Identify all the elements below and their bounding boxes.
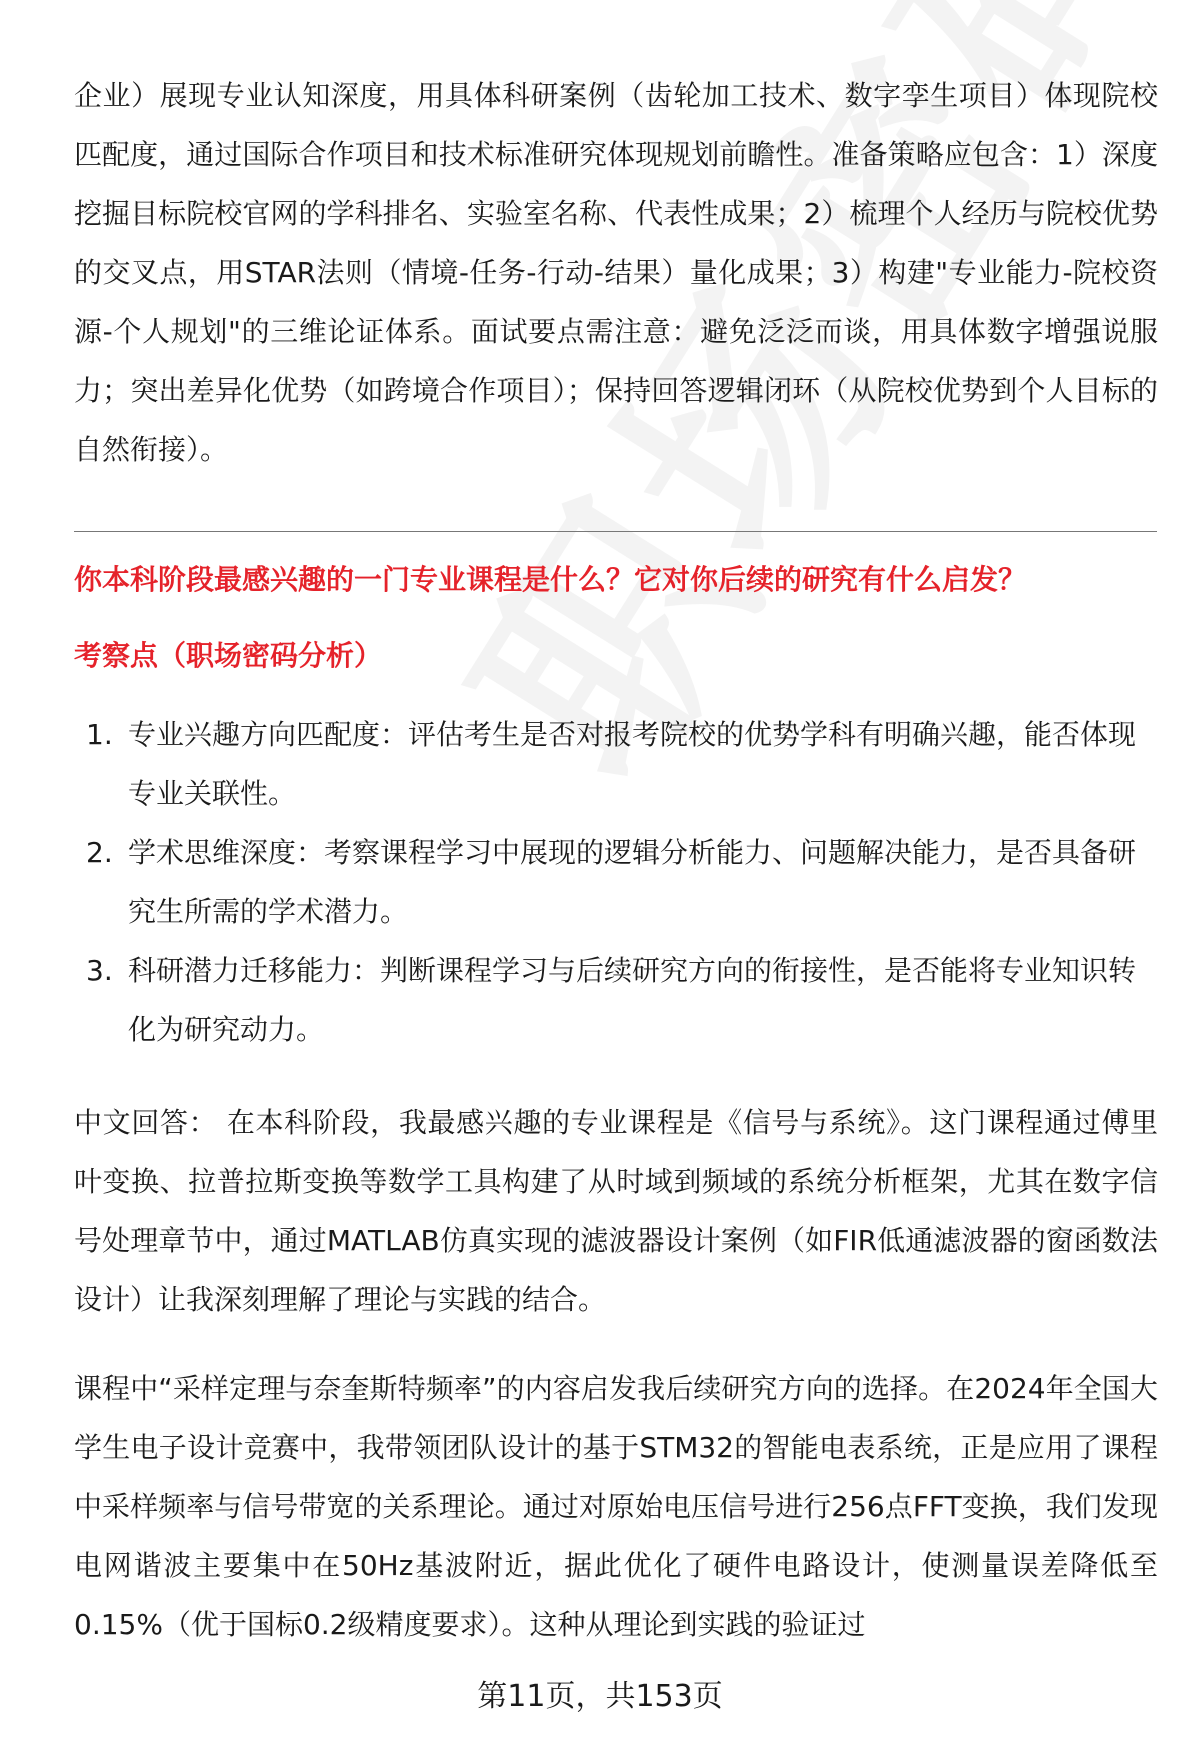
list-item-text: 科研潜力迁移能力：判断课程学习与后续研究方向的衔接性，是否能将专业知识转化为研究动力。 [128,954,1137,1046]
list-item-number: 1. [86,718,113,751]
focus-points-list [74,705,1158,1059]
answer-paragraph-1: 中文回答： 在本科阶段，我最感兴趣的专业课程是《信号与系统》。这门课程通过傅里叶变换、拉普拉斯变换等数学工具构建了从时域到频域的系统分析框架，尤其在数字信号处理章节中，通过MATLAB仿真实现的滤波器设计案例（如FIR低通滤波器的窗函数法设计）让我深刻理解了理论与实践的结合。 [74,1106,1158,1316]
intro-section [74,66,1158,479]
focus-heading: 考察点（职场密码分析） [74,639,383,672]
question-title: 你本科阶段最感兴趣的一门专业课程是什么？它对你后续的研究有什么启发？ [74,563,1027,596]
list-item [74,705,1158,823]
list-item-number: 3. [86,954,113,987]
section-divider [74,531,1157,532]
intro-paragraph: 企业）展现专业认知深度，用具体科研案例（齿轮加工技术、数字孪生项目）体现院校匹配度，通过国际合作项目和技术标准研究体现规划前瞻性。准备策略应包含：1）深度挖掘目标院校官网的学科排名、实验室名称、代表性成果；2）梳理个人经历与院校优势的交叉点，用STAR法则（情境-任务-行动-结果）量化成果；3）构建"专业能力-院校资源-个人规划"的三维论证体系。面试要点需注意：避免泛泛而谈，用具体数字增强说服力；突出差异化优势（如跨境合作项目）；保持回答逻辑闭环（从院校优势到个人目标的自然衔接）。 [74,79,1158,466]
list-item [74,941,1158,1059]
answer-section [74,1093,1158,1329]
answer-section-2 [74,1359,1158,1654]
list-item-text: 学术思维深度：考察课程学习中展现的逻辑分析能力、问题解决能力，是否具备研究生所需的学术潜力。 [128,836,1137,928]
list-item [74,823,1158,941]
list-item-text: 专业兴趣方向匹配度：评估考生是否对报考院校的优势学科有明确兴趣，能否体现专业关联性。 [128,718,1137,810]
answer-paragraph-2: 课程中“采样定理与奈奎斯特频率”的内容启发我后续研究方向的选择。在2024年全国大学生电子设计竞赛中，我带领团队设计的基于STM32的智能电表系统，正是应用了课程中采样频率与信号带宽的关系理论。通过对原始电压信号进行256点FFT变换，我们发现电网谐波主要集中在50Hz基波附近，据此优化了硬件电路设计，使测量误差降低至0.15%（优于国标0.2级精度要求）。这种从理论到实践的验证过 [74,1372,1158,1641]
page-number: 第11页，共153页 [477,1679,723,1714]
list-item-number: 2. [86,836,113,869]
